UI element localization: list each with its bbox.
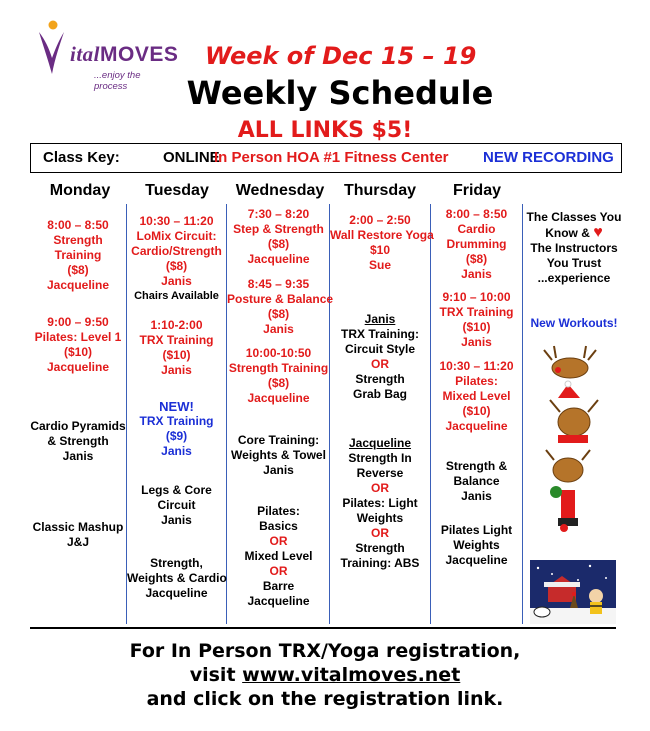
new-workouts-label[interactable]: New Workouts! <box>530 316 618 330</box>
class-note: Chairs Available <box>134 290 219 302</box>
class-block-tuesday-4[interactable]: Legs & Core Circuit Janis <box>141 483 212 527</box>
class-block-tuesday-2[interactable]: 1:10-2:00 TRX Training ($10) Janis <box>139 318 214 377</box>
class-block-friday-5[interactable]: Pilates Light Weights Jacqueline <box>440 523 513 567</box>
class-block-monday-1[interactable]: 8:00 – 8:50 Strength Training ($8) Jacqueline <box>46 218 110 292</box>
class-block-thursday-3[interactable]: Jacqueline Strength In Reverse OR Pilates: Light Weights OR Strength Training: ABS <box>330 436 430 571</box>
logo-tagline: ...enjoy the process <box>94 70 141 92</box>
class-block-friday-1[interactable]: 8:00 – 8:50 Cardio Drumming ($8) Janis <box>445 207 508 281</box>
day-header-monday: Monday <box>49 182 111 199</box>
instructor-name: Janis <box>364 312 396 326</box>
class-block-thursday-2[interactable]: Janis TRX Training: Circuit Style OR Strength Grab Bag <box>330 312 430 402</box>
logo-word-vital: ital <box>70 42 101 66</box>
class-block-wednesday-4[interactable]: Core Training: Weights & Towel Janis <box>231 433 326 477</box>
footer-line-3: and click on the registration link. <box>146 688 504 710</box>
class-key-new-recording: NEW RECORDING <box>483 149 614 166</box>
class-key-label: Class Key: <box>43 149 120 166</box>
class-block-thursday-1[interactable]: 2:00 – 2:50 Wall Restore Yoga $10 Sue <box>330 213 434 272</box>
heart-icon: ♥ <box>593 224 603 241</box>
class-block-tuesday-3[interactable]: NEW! TRX Training ($9) Janis <box>127 399 226 459</box>
footer-line-2 <box>0 664 650 686</box>
class-block-monday-3[interactable]: Cardio Pyramids & Strength Janis <box>30 419 126 463</box>
website-link[interactable]: www.vitalmoves.net <box>242 664 461 686</box>
class-key-in-person: In Person HOA #1 Fitness Center <box>214 149 449 166</box>
side-message: The Classes You Know & ♥ The Instructors You Trust ...experience <box>526 210 622 285</box>
class-key-online: ONLINE <box>163 149 220 166</box>
logo-word-moves: MOVES <box>100 43 179 66</box>
class-block-monday-4[interactable]: Classic Mashup J&J <box>32 520 124 549</box>
page-title: Weekly Schedule <box>186 74 494 112</box>
class-block-wednesday-5[interactable]: Pilates: Basics OR Mixed Level OR Barre Jacqueline <box>244 504 313 608</box>
reindeer-stack-icon <box>528 340 618 545</box>
vitalmoves-logo[interactable] <box>34 14 179 92</box>
class-block-wednesday-1[interactable]: 7:30 – 8:20 Step & Strength ($8) Jacqueline <box>233 207 324 266</box>
schedule-bottom-rule <box>30 627 616 629</box>
day-header-friday: Friday <box>452 182 501 199</box>
day-header-tuesday: Tuesday <box>145 182 209 199</box>
class-block-friday-4[interactable]: Strength & Balance Janis <box>445 459 508 503</box>
class-block-tuesday-5[interactable]: Strength, Weights & Cardio Jacqueline <box>127 556 227 600</box>
class-key <box>30 143 622 173</box>
day-header-thursday: Thursday <box>343 182 416 199</box>
class-block-wednesday-3[interactable]: 10:00-10:50 Strength Training ($8) Jacqueline <box>228 346 329 405</box>
links-price: ALL LINKS $5! <box>237 118 413 143</box>
class-block-friday-2[interactable]: 9:10 – 10:00 TRX Training ($10) Janis <box>439 290 514 349</box>
logo-wordmark <box>70 42 178 67</box>
instructor-name: Jacqueline <box>348 436 412 450</box>
new-badge: NEW! <box>159 399 194 414</box>
christmas-scene-icon <box>530 560 616 624</box>
week-range: Week of Dec 15 – 19 <box>205 42 477 70</box>
day-header-wednesday: Wednesday <box>235 182 325 199</box>
class-block-monday-2[interactable]: 9:00 – 9:50 Pilates: Level 1 ($10) Jacqueline <box>34 315 122 374</box>
class-block-friday-3[interactable]: 10:30 – 11:20 Pilates: Mixed Level ($10) Jacqueline <box>439 359 514 433</box>
class-block-tuesday-1[interactable]: 10:30 – 11:20 LoMix Circuit: Cardio/Strength ($8) Janis Chairs Available <box>127 214 226 304</box>
logo-figure-icon <box>36 18 66 76</box>
footer-visit-text: visit <box>189 664 236 686</box>
class-block-wednesday-2[interactable]: 8:45 – 9:35 Posture & Balance ($8) Janis <box>227 277 334 336</box>
footer-line-1: For In Person TRX/Yoga registration, <box>129 640 521 662</box>
